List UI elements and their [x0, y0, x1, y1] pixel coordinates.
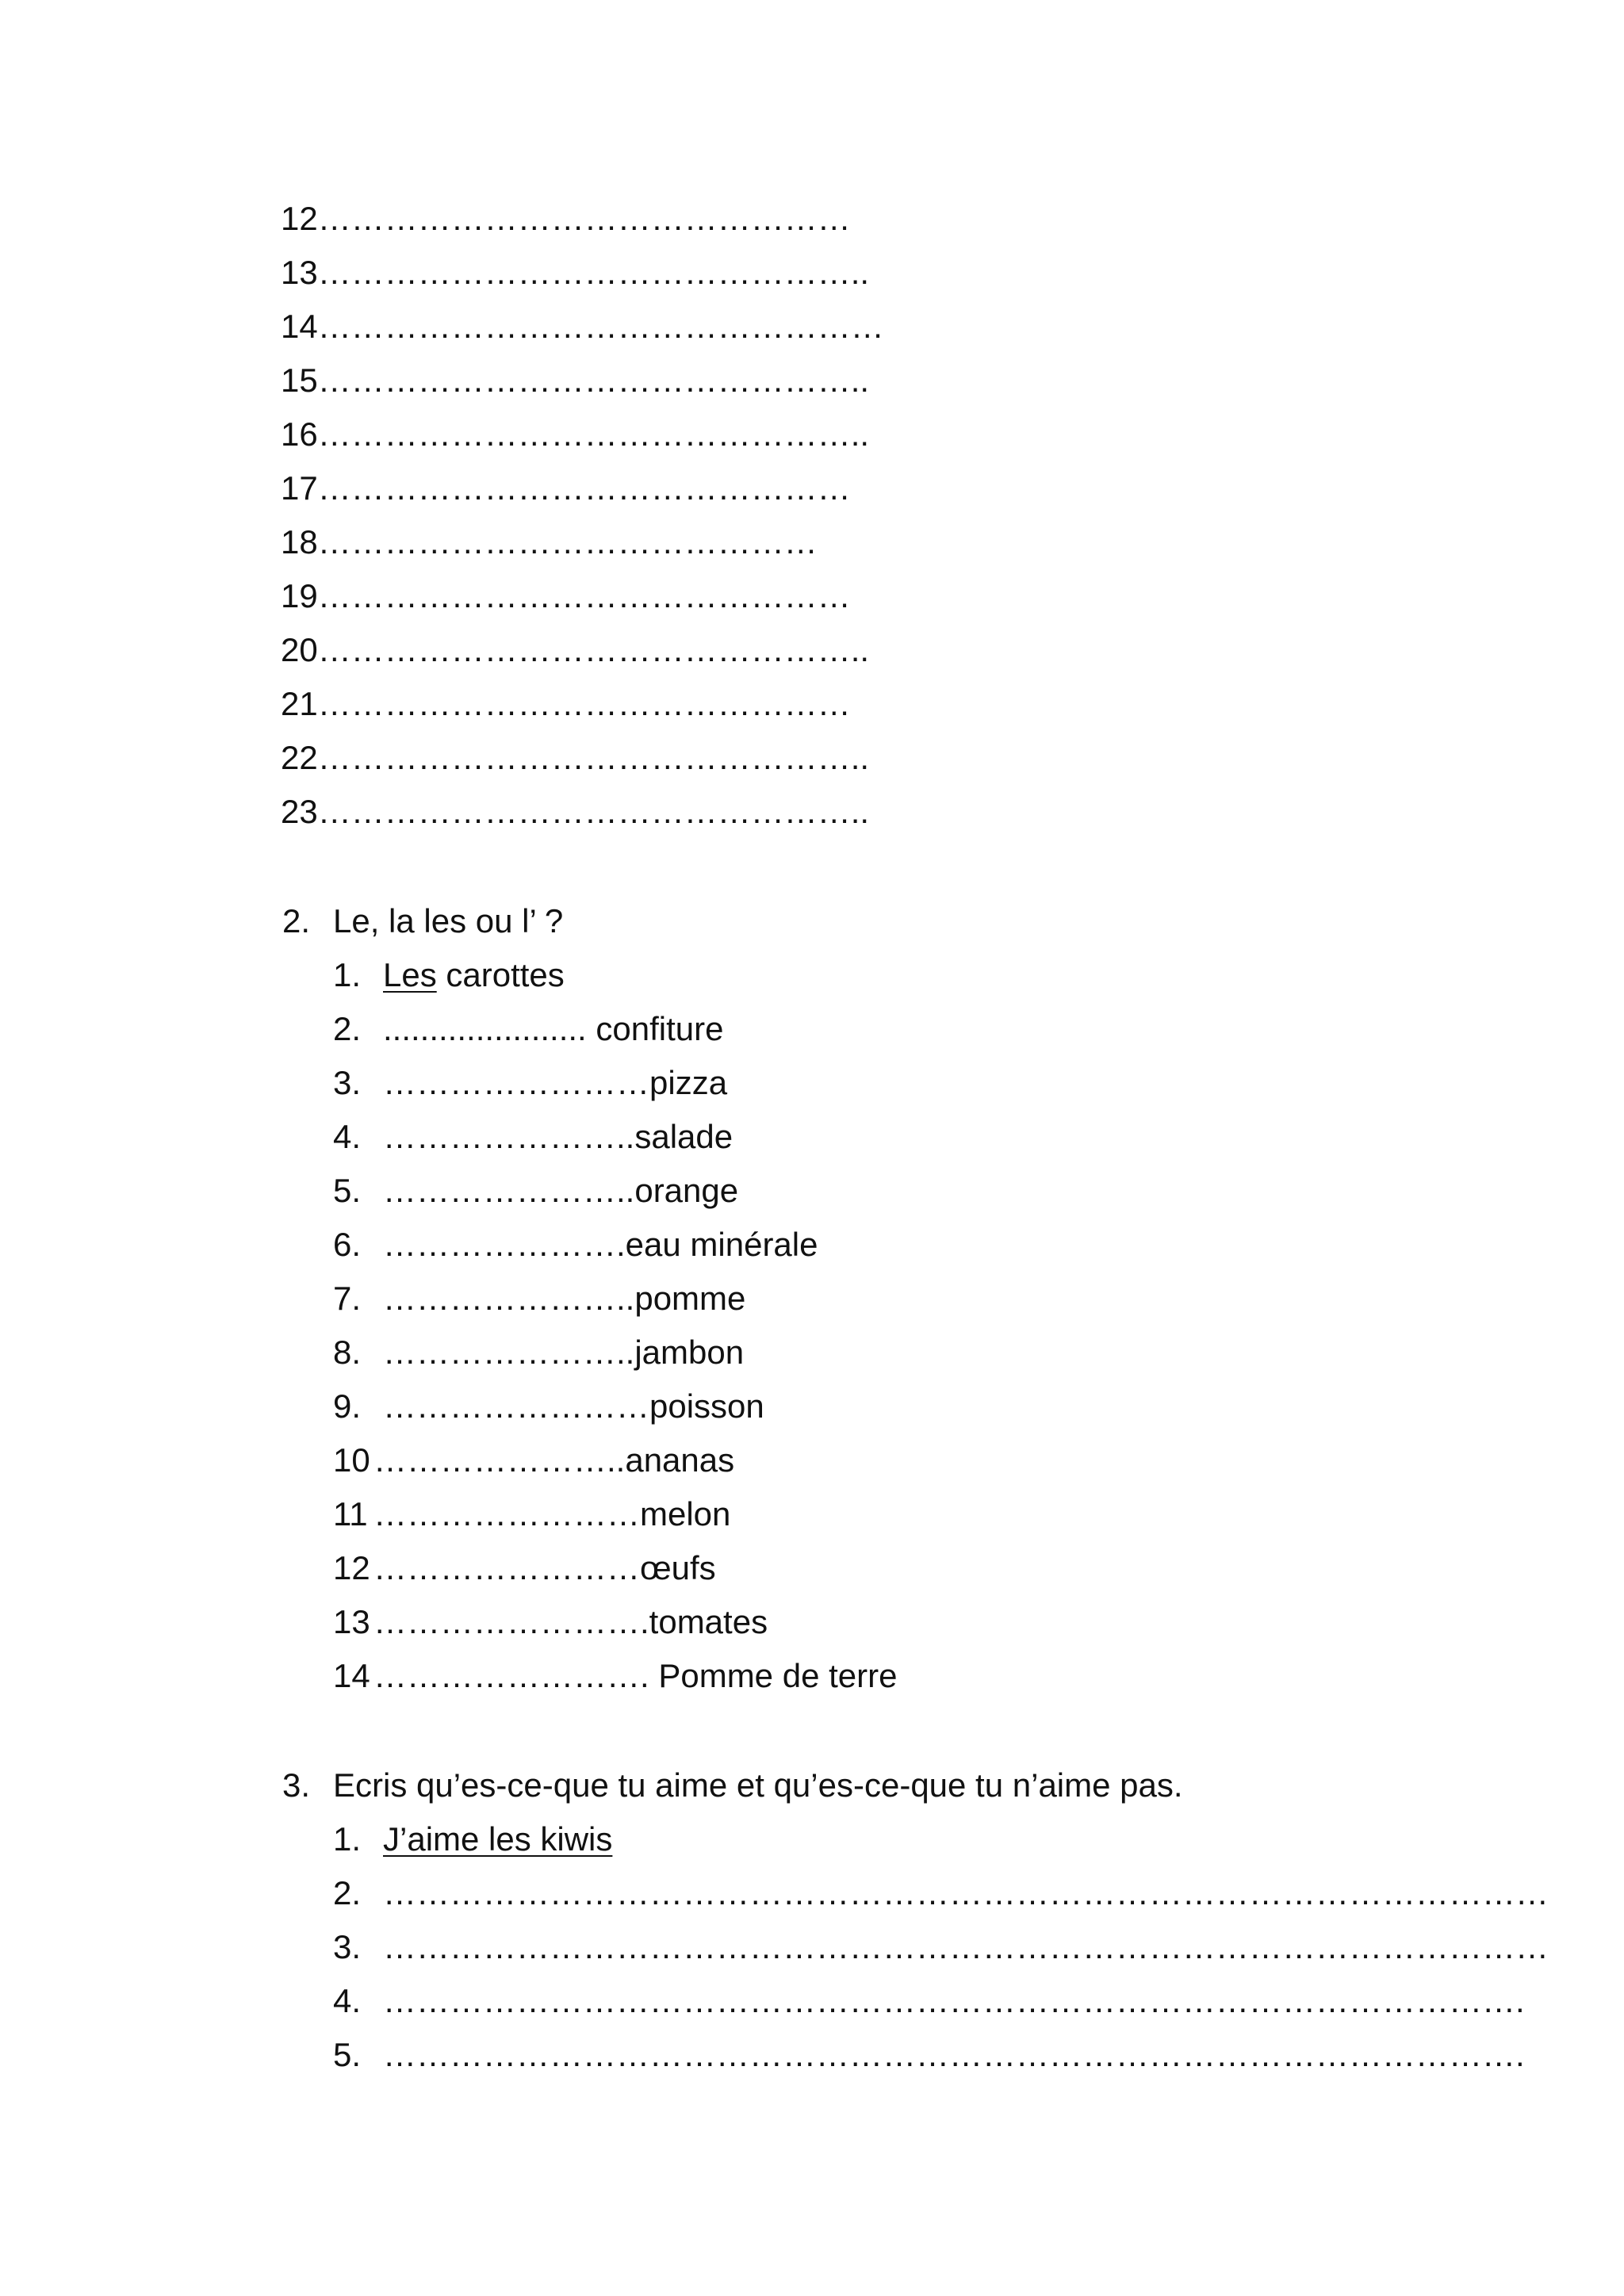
- blank-line-22: 22…………………………………………..: [281, 739, 870, 776]
- item-3-number: 3.: [333, 1064, 362, 1101]
- item-1-number: 1.: [333, 956, 362, 993]
- item-1-content: [383, 956, 565, 993]
- item-10-blank: …………………..ananas: [373, 1441, 735, 1479]
- item-2-number: 2.: [333, 1010, 362, 1047]
- blank-line-20: 20…………………………………………..: [281, 631, 870, 668]
- item-7-blank: …………………..pomme: [383, 1280, 746, 1317]
- blank-line-16: 16…………………………………………..: [281, 415, 870, 453]
- like-1-example-answer: J’aime les kiwis: [383, 1820, 613, 1858]
- item-12-blank: ……………………œufs: [373, 1549, 716, 1586]
- section-3-number: 3.: [282, 1766, 311, 1804]
- blank-line-23: 23…………………………………………..: [281, 793, 870, 830]
- blank-line-21: 21…………………………………………: [281, 685, 851, 722]
- item-7-number: 7.: [333, 1280, 362, 1317]
- blank-line-19: 19…………………………………………: [281, 577, 851, 614]
- item-13-number: 13: [333, 1603, 370, 1640]
- item-8-blank: …………………..jambon: [383, 1334, 745, 1371]
- item-5-blank: …………………..orange: [383, 1172, 739, 1209]
- blank-line-14: 14……………………………………………: [281, 308, 884, 345]
- item-9-blank: ……………………poisson: [383, 1387, 764, 1425]
- blank-line-18: 18………………………………………: [281, 523, 818, 561]
- item-2-blank: ...................... confiture: [383, 1010, 724, 1047]
- item-4-number: 4.: [333, 1118, 362, 1155]
- item-8-number: 8.: [333, 1334, 362, 1371]
- like-5-number: 5.: [333, 2036, 362, 2073]
- like-5-blank: ………………………………………………………………………………………….: [383, 2036, 1525, 2073]
- like-4-number: 4.: [333, 1982, 362, 2019]
- section-3-title: Ecris qu’es-ce-que tu aime et qu’es-ce-que tu n’aime pas.: [333, 1766, 1183, 1804]
- like-3-number: 3.: [333, 1928, 362, 1965]
- item-1-word: carottes: [436, 956, 565, 993]
- blank-line-15: 15…………………………………………..: [281, 362, 870, 399]
- like-4-blank: ………………………………………………………………………………………….: [383, 1982, 1525, 2019]
- item-14-number: 14: [333, 1657, 370, 1694]
- section-2-title: Le, la les ou l’ ?: [333, 902, 564, 939]
- item-12-number: 12: [333, 1549, 370, 1586]
- item-5-number: 5.: [333, 1172, 362, 1209]
- item-6-blank: ………………….eau minérale: [383, 1226, 818, 1263]
- like-2-number: 2.: [333, 1874, 362, 1911]
- section-2-number: 2.: [282, 902, 311, 939]
- blank-line-12: 12…………………………………………: [281, 200, 851, 237]
- item-10-number: 10: [333, 1441, 370, 1479]
- item-1-example-answer: Les: [383, 956, 437, 993]
- like-2-blank: ……………………………………………………………………………………………: [383, 1874, 1549, 1911]
- item-9-number: 9.: [333, 1387, 362, 1425]
- like-3-blank: ……………………………………………………………………………………………: [383, 1928, 1549, 1965]
- like-1-number: 1.: [333, 1820, 362, 1858]
- item-11-number: 11: [333, 1495, 368, 1533]
- blank-line-13: 13…………………………………………..: [281, 254, 870, 291]
- item-14-blank: ……………………. Pomme de terre: [373, 1657, 898, 1694]
- item-13-blank: …………………….tomates: [373, 1603, 768, 1640]
- item-11-blank: ……………………melon: [373, 1495, 731, 1533]
- item-3-blank: ……………………pizza: [383, 1064, 728, 1101]
- item-6-number: 6.: [333, 1226, 362, 1263]
- item-4-blank: …………………..salade: [383, 1118, 733, 1155]
- blank-line-17: 17…………………………………………: [281, 469, 851, 507]
